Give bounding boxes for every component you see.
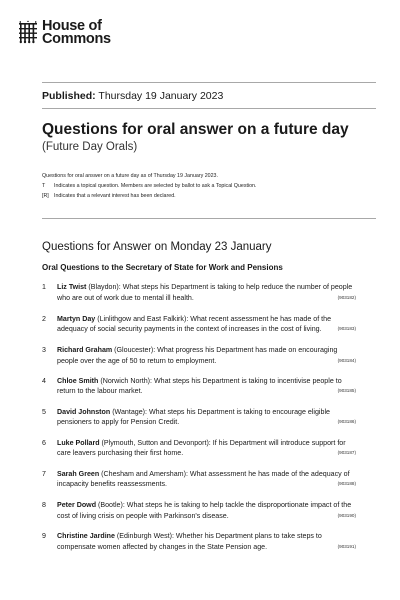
question-number: 4 bbox=[42, 376, 46, 385]
member-name: Peter Dowd bbox=[57, 501, 97, 509]
question-number: 8 bbox=[42, 501, 46, 509]
question-body: (Norwich North): What steps his Department is taking to incentivise people to return to the labour market. bbox=[57, 376, 342, 395]
question-number: 9 bbox=[42, 532, 46, 540]
member-name: Luke Pollard bbox=[57, 438, 100, 447]
topical-text: Indicates a topical question. Members are selected by ballot to ask a Topical Question. bbox=[54, 183, 257, 189]
question-item bbox=[42, 407, 356, 428]
member-name: David Johnston bbox=[57, 407, 111, 416]
question-body: (Chesham and Amersham): What assessment he has made of the adequacy of incapacity benefits reassessments. bbox=[57, 469, 350, 488]
question-body: (Edinburgh West): Whether his Department plans to take steps to compensate women affected by changes in the State Pension age. bbox=[57, 532, 322, 551]
question-item bbox=[42, 500, 356, 521]
question-list bbox=[42, 282, 356, 552]
interest-note bbox=[42, 191, 256, 201]
portcullis-icon bbox=[18, 20, 38, 44]
question-reference: (903183) bbox=[337, 326, 356, 331]
question-item bbox=[42, 282, 356, 303]
divider-top bbox=[42, 82, 376, 83]
intro-notes bbox=[42, 171, 256, 201]
question-reference: (903190) bbox=[337, 512, 356, 518]
question-text bbox=[57, 531, 356, 552]
question-item bbox=[42, 438, 356, 459]
page-title: Questions for oral answer on a future day bbox=[42, 121, 349, 138]
member-name: Christine Jardine bbox=[57, 532, 115, 540]
question-reference: (903182) bbox=[337, 294, 356, 300]
member-name: Martyn Day bbox=[57, 314, 96, 323]
question-text bbox=[57, 314, 356, 335]
question-reference: (903184) bbox=[337, 357, 356, 363]
member-name: Sarah Green bbox=[57, 469, 100, 478]
question-text bbox=[57, 438, 356, 459]
intro-line: Questions for oral answer on a future day as of Thursday 19 January 2023. bbox=[42, 173, 218, 179]
question-reference: (903185) bbox=[337, 388, 356, 393]
divider-published bbox=[42, 108, 376, 109]
question-number: 1 bbox=[42, 283, 46, 291]
question-text bbox=[57, 282, 356, 303]
question-item bbox=[42, 376, 356, 397]
question-item bbox=[42, 469, 356, 490]
interest-text: Indicates that a relevant interest has been declared. bbox=[54, 193, 176, 199]
published-label: Published: bbox=[42, 90, 96, 102]
question-text bbox=[57, 407, 356, 428]
question-reference: (903187) bbox=[337, 450, 356, 455]
question-text bbox=[57, 500, 356, 521]
question-body: (Plymouth, Sutton and Devonport): If his Department will introduce support for care leavers purchasing their first home. bbox=[57, 438, 346, 457]
question-item bbox=[42, 314, 356, 335]
question-body: (Blaydon): What steps his Department is taking to help reduce the number of people who are out of work due to mental ill health. bbox=[57, 283, 353, 302]
interest-key: [R] bbox=[42, 193, 49, 199]
topical-note bbox=[42, 181, 256, 191]
question-reference: (903188) bbox=[337, 481, 356, 486]
section-title: Questions for Answer on Monday 23 January bbox=[42, 241, 272, 253]
question-reference: (903191) bbox=[337, 543, 356, 549]
question-reference: (903186) bbox=[337, 419, 356, 424]
question-body: (Wantage): What steps his Department is taking to encourage eligible pensioners to apply for Pension Credit. bbox=[57, 407, 330, 426]
question-number: 7 bbox=[42, 469, 46, 478]
question-number: 2 bbox=[42, 314, 46, 323]
member-name: Liz Twist bbox=[57, 283, 87, 291]
question-text bbox=[57, 469, 356, 490]
question-item bbox=[42, 531, 356, 552]
logo-wordmark bbox=[42, 20, 111, 46]
question-number: 3 bbox=[42, 346, 46, 354]
member-name: Richard Graham bbox=[57, 346, 113, 354]
question-text bbox=[57, 345, 356, 366]
question-body: (Linlithgow and East Falkirk): What recent assessment he has made of the adequacy of social security payments in the context of increases in the cost of living. bbox=[57, 314, 332, 333]
divider-section bbox=[42, 218, 376, 219]
question-body: (Gloucester): What progress his Department has made on encouraging people over the age of 50 to return to employment. bbox=[57, 346, 338, 365]
topical-key: T bbox=[42, 183, 46, 189]
published-line bbox=[42, 90, 223, 102]
house-of-commons-logo bbox=[18, 20, 111, 46]
question-body: (Bootle): What steps he is taking to help tackle the disproportionate impact of the cost of living crisis on people with Parkinson's disease. bbox=[57, 501, 352, 520]
department-title: Oral Questions to the Secretary of State for Work and Pensions bbox=[42, 263, 283, 272]
question-item bbox=[42, 345, 356, 366]
logo-line-2: Commons bbox=[42, 31, 111, 47]
member-name: Chloe Smith bbox=[57, 376, 99, 385]
page-subtitle: (Future Day Orals) bbox=[42, 141, 138, 153]
question-text bbox=[57, 376, 356, 397]
logo-line-1: House of bbox=[42, 18, 102, 34]
question-number: 6 bbox=[42, 438, 46, 447]
question-number: 5 bbox=[42, 407, 46, 416]
published-date: Thursday 19 January 2023 bbox=[98, 90, 224, 102]
